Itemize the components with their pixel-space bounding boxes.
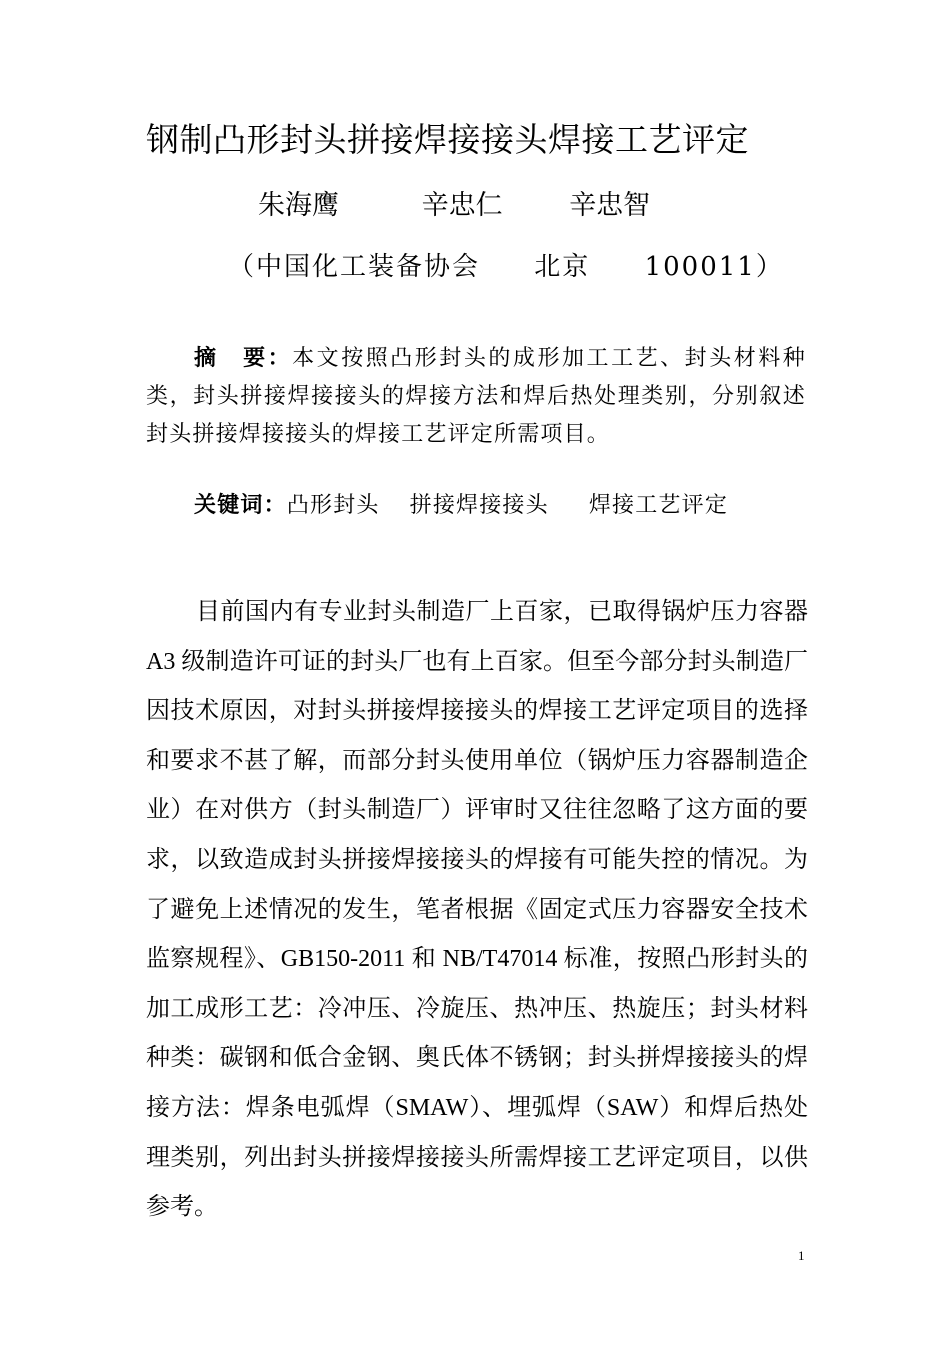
abstract-text: 本文按照凸形封头的成形加工工艺、封头材料种类，封头拼接焊接接头的焊接方法和焊后热处理类别，分别叙述封头拼接焊接接头的焊接工艺评定所需项目。 [146, 346, 806, 447]
author-name: 朱海鹰 [258, 190, 339, 221]
affiliation [228, 246, 784, 283]
author-name: 辛忠智 [569, 190, 651, 221]
affiliation-city: 北京 [534, 252, 591, 282]
keyword: 焊接工艺评定 [588, 493, 729, 518]
keyword: 拼接焊接接头 [409, 493, 549, 518]
abstract [146, 340, 806, 454]
page-number: 1 [798, 1248, 805, 1263]
author-list [258, 183, 650, 222]
author-name: 辛忠仁 [421, 190, 503, 221]
affiliation-open-paren: （ [228, 252, 257, 282]
affiliation-postcode: 100011 [644, 252, 756, 282]
affiliation-close-paren: ） [755, 252, 784, 282]
affiliation-org: 中国化工装备协会 [256, 252, 481, 282]
abstract-label: 摘 要： [194, 346, 293, 371]
body-paragraph: 目前国内有专业封头制造厂上百家，已取得锅炉压力容器 A3 级制造许可证的封头厂也有上百家。但至今部分封头制造厂因技术原因，对封头拼接焊接接头的焊接工艺评定项目的选择和要求不甚了解，而部分封头使用单位（锅炉压力容器制造企业）在对供方（封头制造厂）评审时又往往忽略了这方面的要求，以致造成封头拼接焊接接头的焊接有可能失控的情况。为了避免上述情况的发生，笔者根据《固定式压力容器安全技术监察规程》、GB150-2011 和 NB/T47014 标准，按照凸形封头的加工成形工艺：冷冲压、冷旋压、热冲压、热旋压；封头材料种类：碳钢和低合金钢、奥氏体不锈钢；封头拼焊接接头的焊接方法：焊条电弧焊（SMAW）、埋弧焊（SAW）和焊后热处理类别，列出封头拼接焊接接头所需焊接工艺评定项目，以供参考。 [146, 599, 808, 1221]
keywords [194, 488, 728, 519]
keywords-label: 关键词： [194, 493, 287, 518]
paper-title: 钢制凸形封头拼接焊接接头焊接工艺评定 [146, 120, 749, 159]
keyword: 凸形封头 [286, 493, 380, 518]
